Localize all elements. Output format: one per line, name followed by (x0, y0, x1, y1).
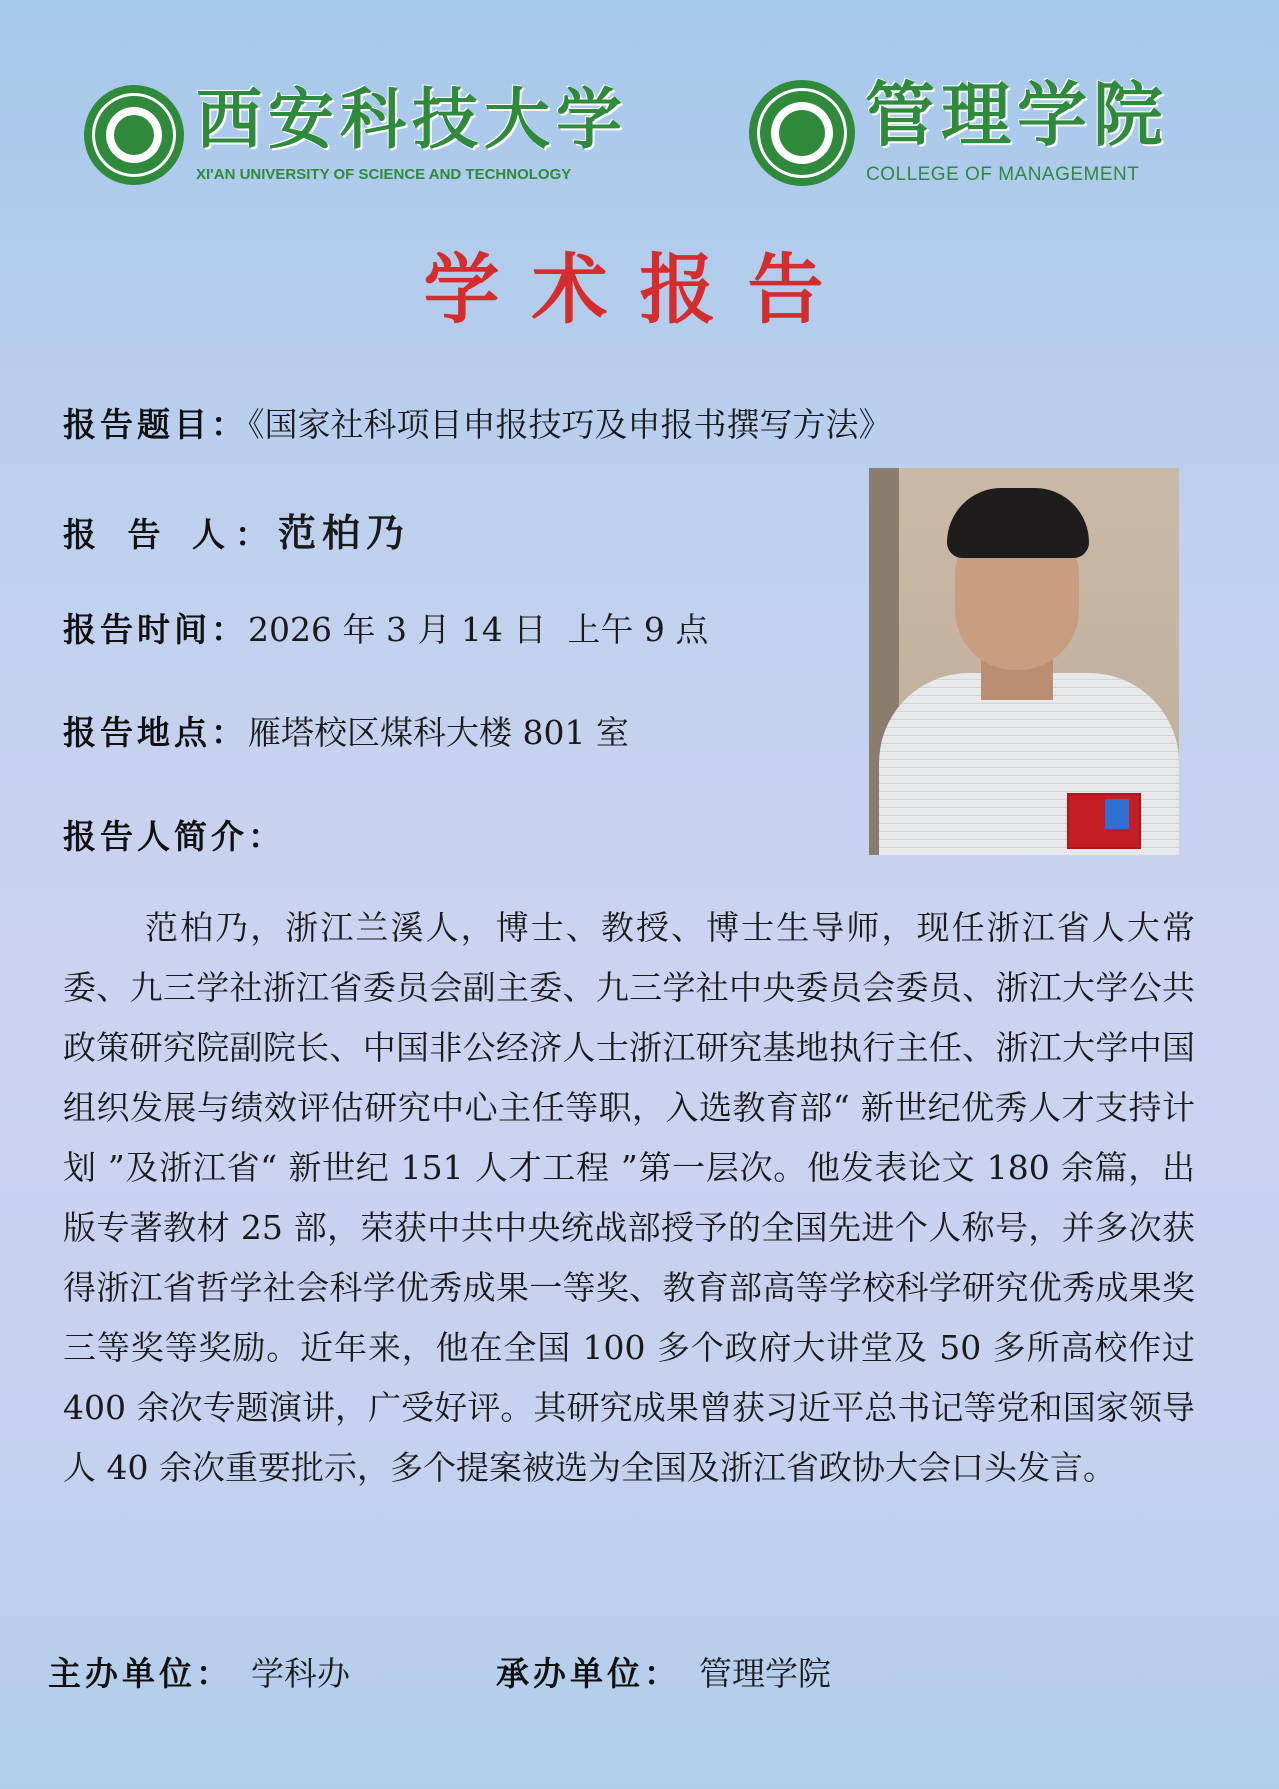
speaker-name: 范柏乃 (277, 510, 410, 555)
time-label: 报告时间： (63, 610, 248, 649)
topic-row (63, 405, 892, 445)
university-name-en: XI'AN UNIVERSITY OF SCIENCE AND TECHNOLOGY (196, 166, 572, 183)
college-name-cn: 管理学院 (865, 73, 1169, 156)
speaker-photo (869, 468, 1179, 855)
organizer-label: 承办单位： (496, 1654, 681, 1693)
time-value: 2026 年 3 月 14 日 上午 9 点 (248, 610, 709, 649)
college-seal-logo (749, 80, 855, 186)
poster-title: 学术报告 (423, 245, 856, 334)
bio-label: 报告人简介： (63, 817, 285, 856)
place-label: 报告地点： (63, 713, 248, 752)
organizer-unit (496, 1648, 831, 1695)
speaker-bio: 范柏乃，浙江兰溪人，博士、教授、博士生导师，现任浙江省人大常委、九三学社浙江省委员会副主委、九三学社中央委员会委员、浙江大学公共政策研究院副院长、中国非公经济人士浙江研究基地执行主任、浙江大学中国组织发展与绩效评估研究中心主任等职，入选教育部“ 新世纪优秀人才支持计划 ”及浙江省“ 新世纪 151 人才工程 ”第一层次。他发表论文 180 余篇，出版专著教材 25 部，荣获中共中央统战部授予的全国先进个人称号，并多次获得浙江省哲学社会科学优秀成果一等奖、教育部高等学校科学研究优秀成果奖三等奖等奖励。近年来，他在全国 100 多个政府大讲堂及 50 多所高校作过 400 余次专题演讲，广受好评。其研究成果曾获习近平总书记等党和国家领导人 40 余次重要批示，多个提案被选为全国及浙江省政协大会口头发言。 (63, 908, 1195, 1487)
organizer-value: 管理学院 (699, 1654, 831, 1693)
topic-label: 报告题目： (63, 405, 248, 444)
bio-row (63, 817, 285, 857)
speaker-row (63, 510, 410, 556)
college-name-en: COLLEGE OF MANAGEMENT (866, 164, 1140, 185)
host-value: 学科办 (251, 1654, 350, 1693)
place-value: 雁塔校区煤科大楼 801 室 (248, 713, 629, 752)
topic-value: 《国家社科项目申报技巧及申报书撰写方法》 (248, 405, 892, 444)
time-row (63, 610, 708, 650)
host-unit (48, 1648, 350, 1695)
university-name-cn: 西安科技大学 (196, 80, 628, 158)
place-row (63, 713, 629, 753)
host-label: 主办单位： (48, 1654, 233, 1693)
university-seal-logo (84, 85, 184, 185)
speaker-label: 报 告 人： (63, 515, 278, 554)
